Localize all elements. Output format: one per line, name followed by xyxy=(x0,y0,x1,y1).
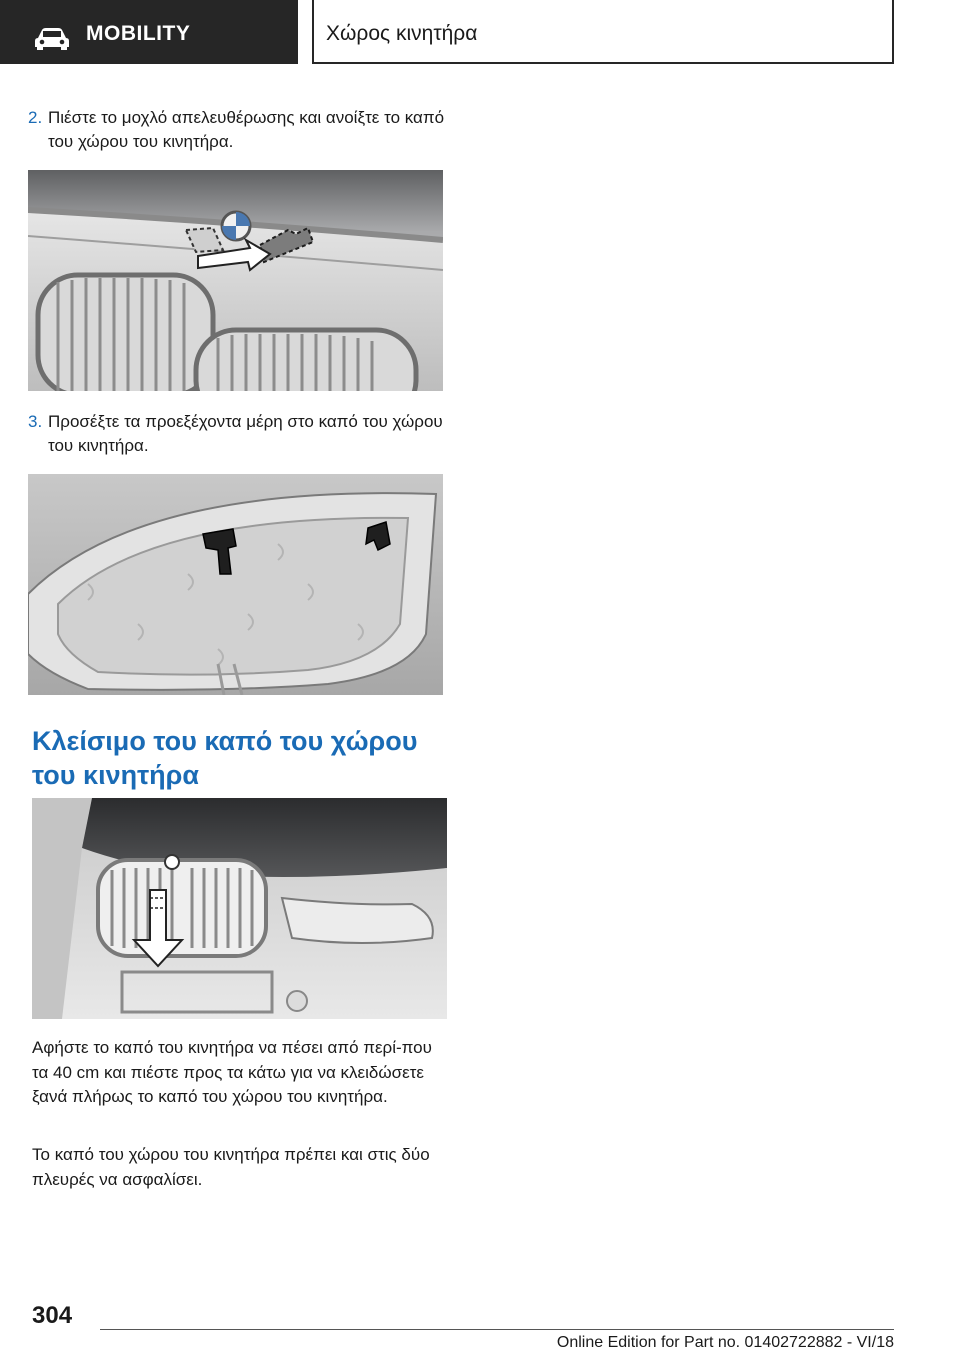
instruction-paragraph: Αφήστε το καπό του κινητήρα να πέσει από περί-που τα 40 cm και πιέστε προς τα κάτω για να κλειδώσετε ξανά πλήρως το καπό του χώρου του κινητήρα. xyxy=(32,1038,432,1106)
page-number: 304 xyxy=(32,1302,73,1329)
step-text: Πιέστε το μοχλό απελευθέρωσης και ανοίξτε το καπό του χώρου του κινητήρα. xyxy=(48,108,445,151)
step-number: 3. xyxy=(28,412,43,431)
hood-closing-illustration xyxy=(32,798,447,1019)
hood-underside-illustration xyxy=(28,474,443,695)
section-header xyxy=(312,0,894,64)
footer-divider xyxy=(100,1329,894,1330)
step-number: 2. xyxy=(28,108,43,127)
section-subheading: Κλείσιμο του καπό του χώρου του κινητήρα xyxy=(32,726,418,790)
hood-release-illustration xyxy=(28,170,443,391)
section-title: Χώρος κινητήρα xyxy=(326,22,478,45)
car-icon xyxy=(34,26,70,50)
edition-info: Online Edition for Part no. 01402722882 - VI/18 xyxy=(556,1334,894,1351)
step-item xyxy=(28,410,448,458)
header-chapter-tab[interactable] xyxy=(0,0,298,64)
chapter-label: MOBILITY xyxy=(86,22,191,45)
step-text: Προσέξτε τα προεξέχοντα μέρη στο καπό του χώρου του κινητήρα. xyxy=(48,412,443,455)
instruction-paragraph: Το καπό του χώρου του κινητήρα πρέπει και στις δύο πλευρές να ασφαλίσει. xyxy=(32,1145,430,1189)
step-item xyxy=(28,106,448,154)
